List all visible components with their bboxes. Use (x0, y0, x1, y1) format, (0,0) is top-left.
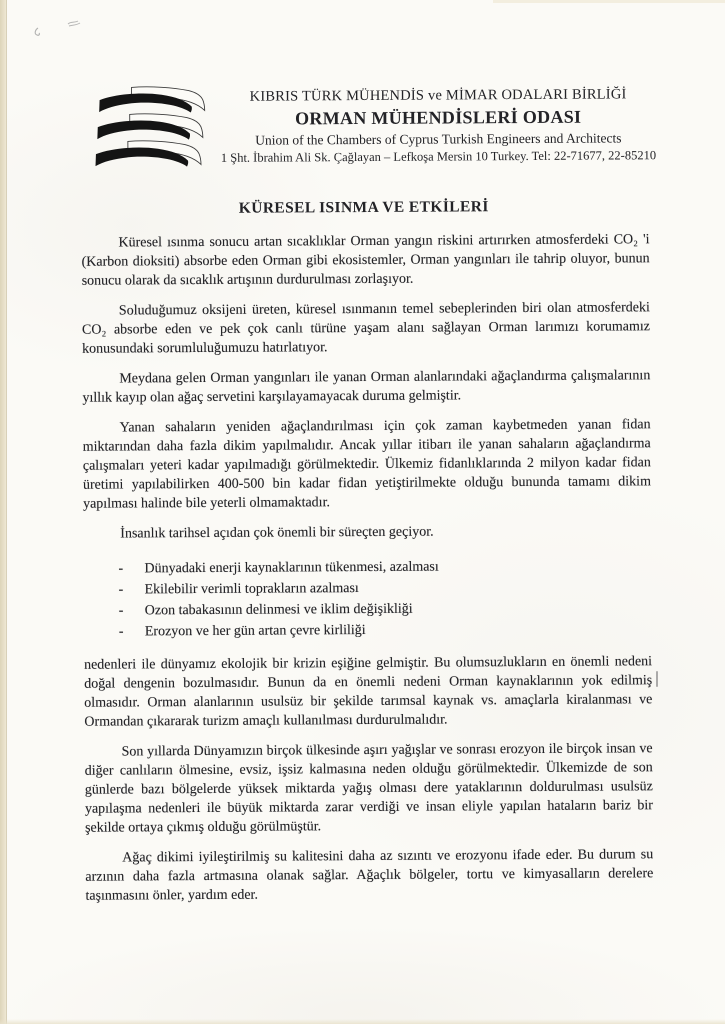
body-paragraph: Yanan sahaların yeniden ağaçlandırılması için çok zaman kaybetmeden yanan fidan miktarından daha fazla dikim yapılmalıdır. Ancak yıllar itibarı ile yanan sahaların ağaçlandırma çalışmaları yeteri kadar yapılmadığı görülmektedir. Ülkemiz fidanlıklarında 2 milyon kadar fidan üretimi yapılabilirken 400-500 bin kadar fidan yetiştirilmekte olduğu bununda tamamı dikim yapılması halinde bile yeterli olmamaktadır. (82, 417, 651, 512)
address-line: 1 Şht. İbrahim Ali Sk. Çağlayan – Lefkoşa Mersin 10 Turkey. Tel: 22-71677, 22-85210 (220, 148, 657, 165)
body-paragraph: Son yıllarda Dünyamızın birçok ülkesinde aşırı yağışlar ve sonrası erozyon ile birçok insan ve diğer canlıların ölmesine, evsiz, işsiz kalmasına neden olduğu görülmektedir. Ülkemizde de son günlerde bazı bölgelerde yüksek miktarda yağış olması dere yataklarının doldurulması usulsüz yapılaşma nedenleri ile büyük miktarda zarar verdiği ve insan eliyle yapılan hataların bariz bir şekilde ortaya çıkmış olduğu görülmüştür. (84, 741, 653, 836)
bullet-text: Ekilebilir verimli toprakların azalması (144, 581, 359, 598)
bullet-item (119, 618, 652, 642)
bullet-list (83, 555, 652, 642)
body-paragraph: Ağaç dikimi iyileştirilmiş su kalitesini daha az sızıntı ve erozyonu ifade eder. Bu durum su arzının daha fazla artmasına olanak sağlar. Ağaçlık bölgeler, tortu ve kimyasalların derelere taşınmasını önler, yardım eder. (85, 847, 654, 904)
bullet-text: Dünyadaki enerji kaynaklarının tükenmesi, azalması (144, 559, 439, 577)
body-paragraph: nedenleri ile dünyamız ekolojik bir krizin eşiğine gelmiştir. Bu olumsuzlukların en önemli nedeni doğal dengenin bozulmasıdır. Bunun da en önemli nedeni Orman kaynaklarının yok edilmiş olmasıdır. Orman alanlarının usulsüz bir şekilde tarımsal kaynak vs. amaçlarla kiralanması ve Ormandan çıkararak turizm amaçlı kullanılması durdurulmalıdır. (84, 654, 653, 730)
body-paragraph: Soluduğumuz oksijeni üreten, küresel ısınmanın temel sebeplerinden biri olan atmosferdeki CO₂ absorbe eden ve pek çok canlı türüne yaşam alanı sağlayan Orman larımızı korumamız konusundaki sorumluluğumuzu hatırlatıyor. (81, 300, 651, 357)
document-body (81, 230, 653, 905)
union-name-english: Union of the Chambers of Cyprus Turkish Engineers and Architects (255, 130, 622, 148)
bullet-dash: - (118, 582, 124, 598)
union-name-turkish: KIBRIS TÜRK MÜHENDİS ve MİMAR ODALARI BİRLİĞİ (249, 86, 627, 105)
letterhead (0, 0, 725, 168)
chamber-logo-icon (94, 85, 207, 174)
bullet-dash: - (118, 624, 124, 640)
bullet-text: Erozyon ve her gün artan çevre kirliliği (144, 622, 366, 640)
bullet-dash: - (118, 561, 124, 577)
bullet-dash: - (118, 603, 124, 619)
document-title: KÜRESEL ISINMA VE ETKİLERİ (238, 198, 489, 217)
chamber-name: ORMAN MÜHENDİSLERİ ODASI (295, 106, 582, 129)
body-paragraph: Küresel ısınma sonucu artan sıcaklıklar Orman yangın riskini artırırken atmosferdeki CO₂ 'i (Karbon dioksiti) absorbe eden Orman gibi ekosistemler, Orman yangınları ile tahrip oluyor, bunun sonucu olarak da sıcaklık artışının durdurulması zorlaşıyor. (81, 232, 650, 289)
bullet-text: Ozon tabakasının delinmesi ve iklim değişikliği (144, 601, 413, 619)
list-intro-line: İnsanlık tarihsel açıdan çok önemli bir süreçten geçiyor. (120, 524, 434, 542)
body-paragraph: Meydana gelen Orman yangınları ile yanan Orman alanlarındaki ağaçlandırma çalışmalarının yıllık kayıp olan ağaç servetini karşılayamayacak duruma gelmiştir. (82, 368, 651, 406)
